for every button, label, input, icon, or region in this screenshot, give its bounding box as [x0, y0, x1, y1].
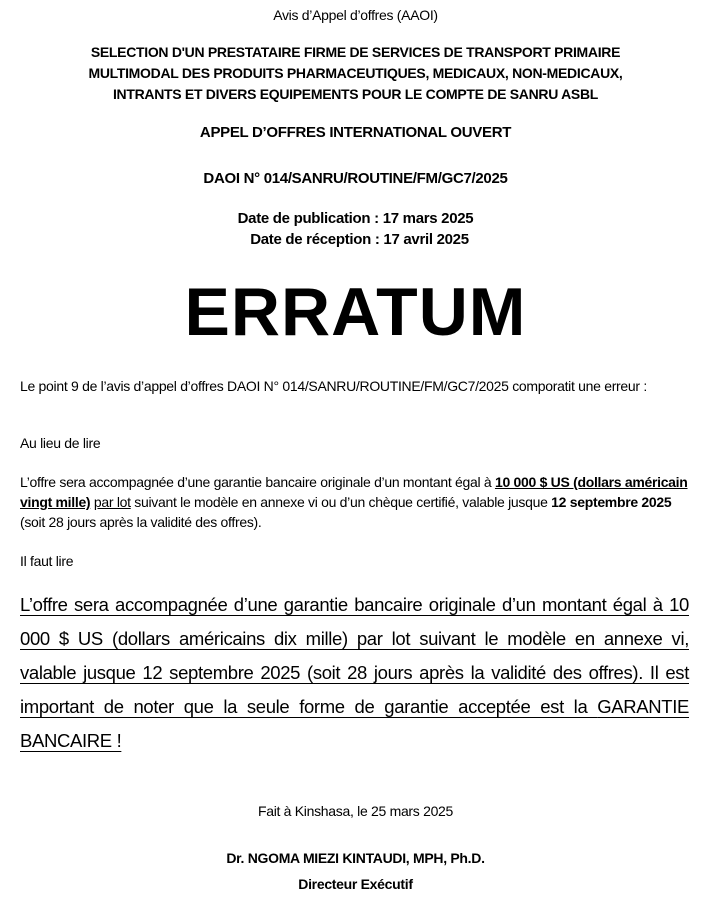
publication-date: Date de publication : 17 mars 2025: [237, 210, 474, 227]
subject-line: SELECTION D'UN PRESTATAIRE FIRME DE SERVICES DE TRANSPORT PRIMAIRE: [90, 44, 621, 60]
reception-date: Date de réception : 17 avril 2025: [250, 231, 469, 248]
place-date: Fait à Kinshasa, le 25 mars 2025: [257, 803, 454, 819]
correct-label: Il faut lire: [20, 553, 74, 569]
notice-type: Avis d’Appel d’offres (AAOI): [273, 7, 438, 23]
corrected-text: L’offre sera accompagnée d’une garantie bancaire originale d’un montant égal à 10 000 $ US (dollars américains dix mille) par lot suivant le modèle en annexe vi, valable jusque 12 septembre 2025 (soit 28 jours après la validité des offres). Il est important de noter que la seule forme de garantie acceptée est la: [20, 594, 689, 717]
instead-label: Au lieu de lire: [20, 435, 101, 451]
reference: DAOI N° 014/SANRU/ROUTINE/FM/GC7/2025: [203, 170, 508, 187]
old-text: (soit 28 jours après la validité des offres).: [20, 514, 262, 530]
corrected-text-paragraph: [20, 588, 689, 758]
signatory-name: Dr. NGOMA MIEZI KINTAUDI, MPH, Ph.D.: [226, 850, 485, 866]
signatory-role: Directeur Exécutif: [298, 876, 413, 892]
per-lot: par lot: [93, 494, 131, 510]
old-text-paragraph: [20, 472, 691, 532]
old-text: suivant le modèle en annexe vi ou d’un chèque certifié, valable jusque: [130, 494, 552, 510]
bank-guarantee-emphasis: GARANTIE BANCAIRE !: [20, 696, 689, 751]
old-text: L’offre sera accompagnée d’une garantie bancaire originale d’un montant égal à: [20, 474, 495, 490]
subject-line: INTRANTS ET DIVERS EQUIPEMENTS POUR LE COMPTE DE SANRU ASBL: [112, 86, 599, 102]
subject-line: MULTIMODAL DES PRODUITS PHARMACEUTIQUES, MEDICAUX, NON-MEDICAUX,: [88, 65, 623, 81]
erratum-title: ERRATUM: [184, 274, 527, 350]
old-date: 12 septembre 2025: [551, 494, 672, 510]
old-amount: 10 000 $ US (dollars américain vingt mille): [20, 474, 688, 510]
subject: [0, 42, 711, 105]
tender-type: APPEL D’OFFRES INTERNATIONAL OUVERT: [199, 124, 512, 141]
intro-paragraph: Le point 9 de l’avis d’appel d’offres DAOI N° 014/SANRU/ROUTINE/FM/GC7/2025 comporatit une erreur :: [20, 378, 647, 394]
